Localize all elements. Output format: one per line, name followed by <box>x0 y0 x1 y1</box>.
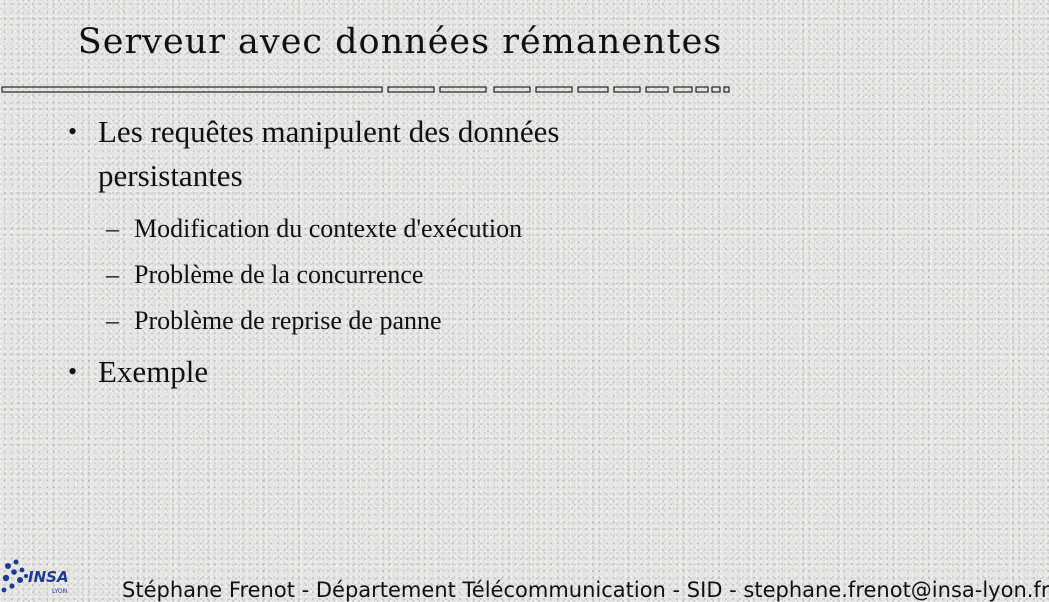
sub-bullet-text: Modification du contexte d'exécution <box>134 214 523 243</box>
bullet-icon: • <box>68 117 78 146</box>
slide-title: Serveur avec données rémanentes <box>77 22 723 62</box>
sub-bullet-text: Problème de la concurrence <box>134 260 424 289</box>
bullet-item <box>0 110 658 198</box>
dash-icon: – <box>106 214 119 243</box>
svg-text:LYON: LYON <box>52 588 68 595</box>
slide-body <box>0 110 800 394</box>
sub-bullet-item <box>0 260 800 290</box>
dash-icon: – <box>106 260 119 289</box>
bullet-item <box>0 350 658 394</box>
dash-icon: – <box>106 306 119 335</box>
sub-bullet-item <box>0 214 800 244</box>
title-divider <box>0 85 800 95</box>
footer-text: Stéphane Frenot - Département Télécommunication - SID - stephane.frenot@insa-lyon.fr <box>122 578 1049 602</box>
bullet-text: Les requêtes manipulent des données persistantes <box>98 114 560 193</box>
bullet-text: Exemple <box>98 354 209 389</box>
sub-bullet-item <box>0 306 800 336</box>
insa-logo <box>0 556 82 600</box>
logo-wordmark: INSA <box>28 568 69 586</box>
bullet-icon: • <box>68 357 78 386</box>
sub-bullet-text: Problème de reprise de panne <box>134 306 442 335</box>
